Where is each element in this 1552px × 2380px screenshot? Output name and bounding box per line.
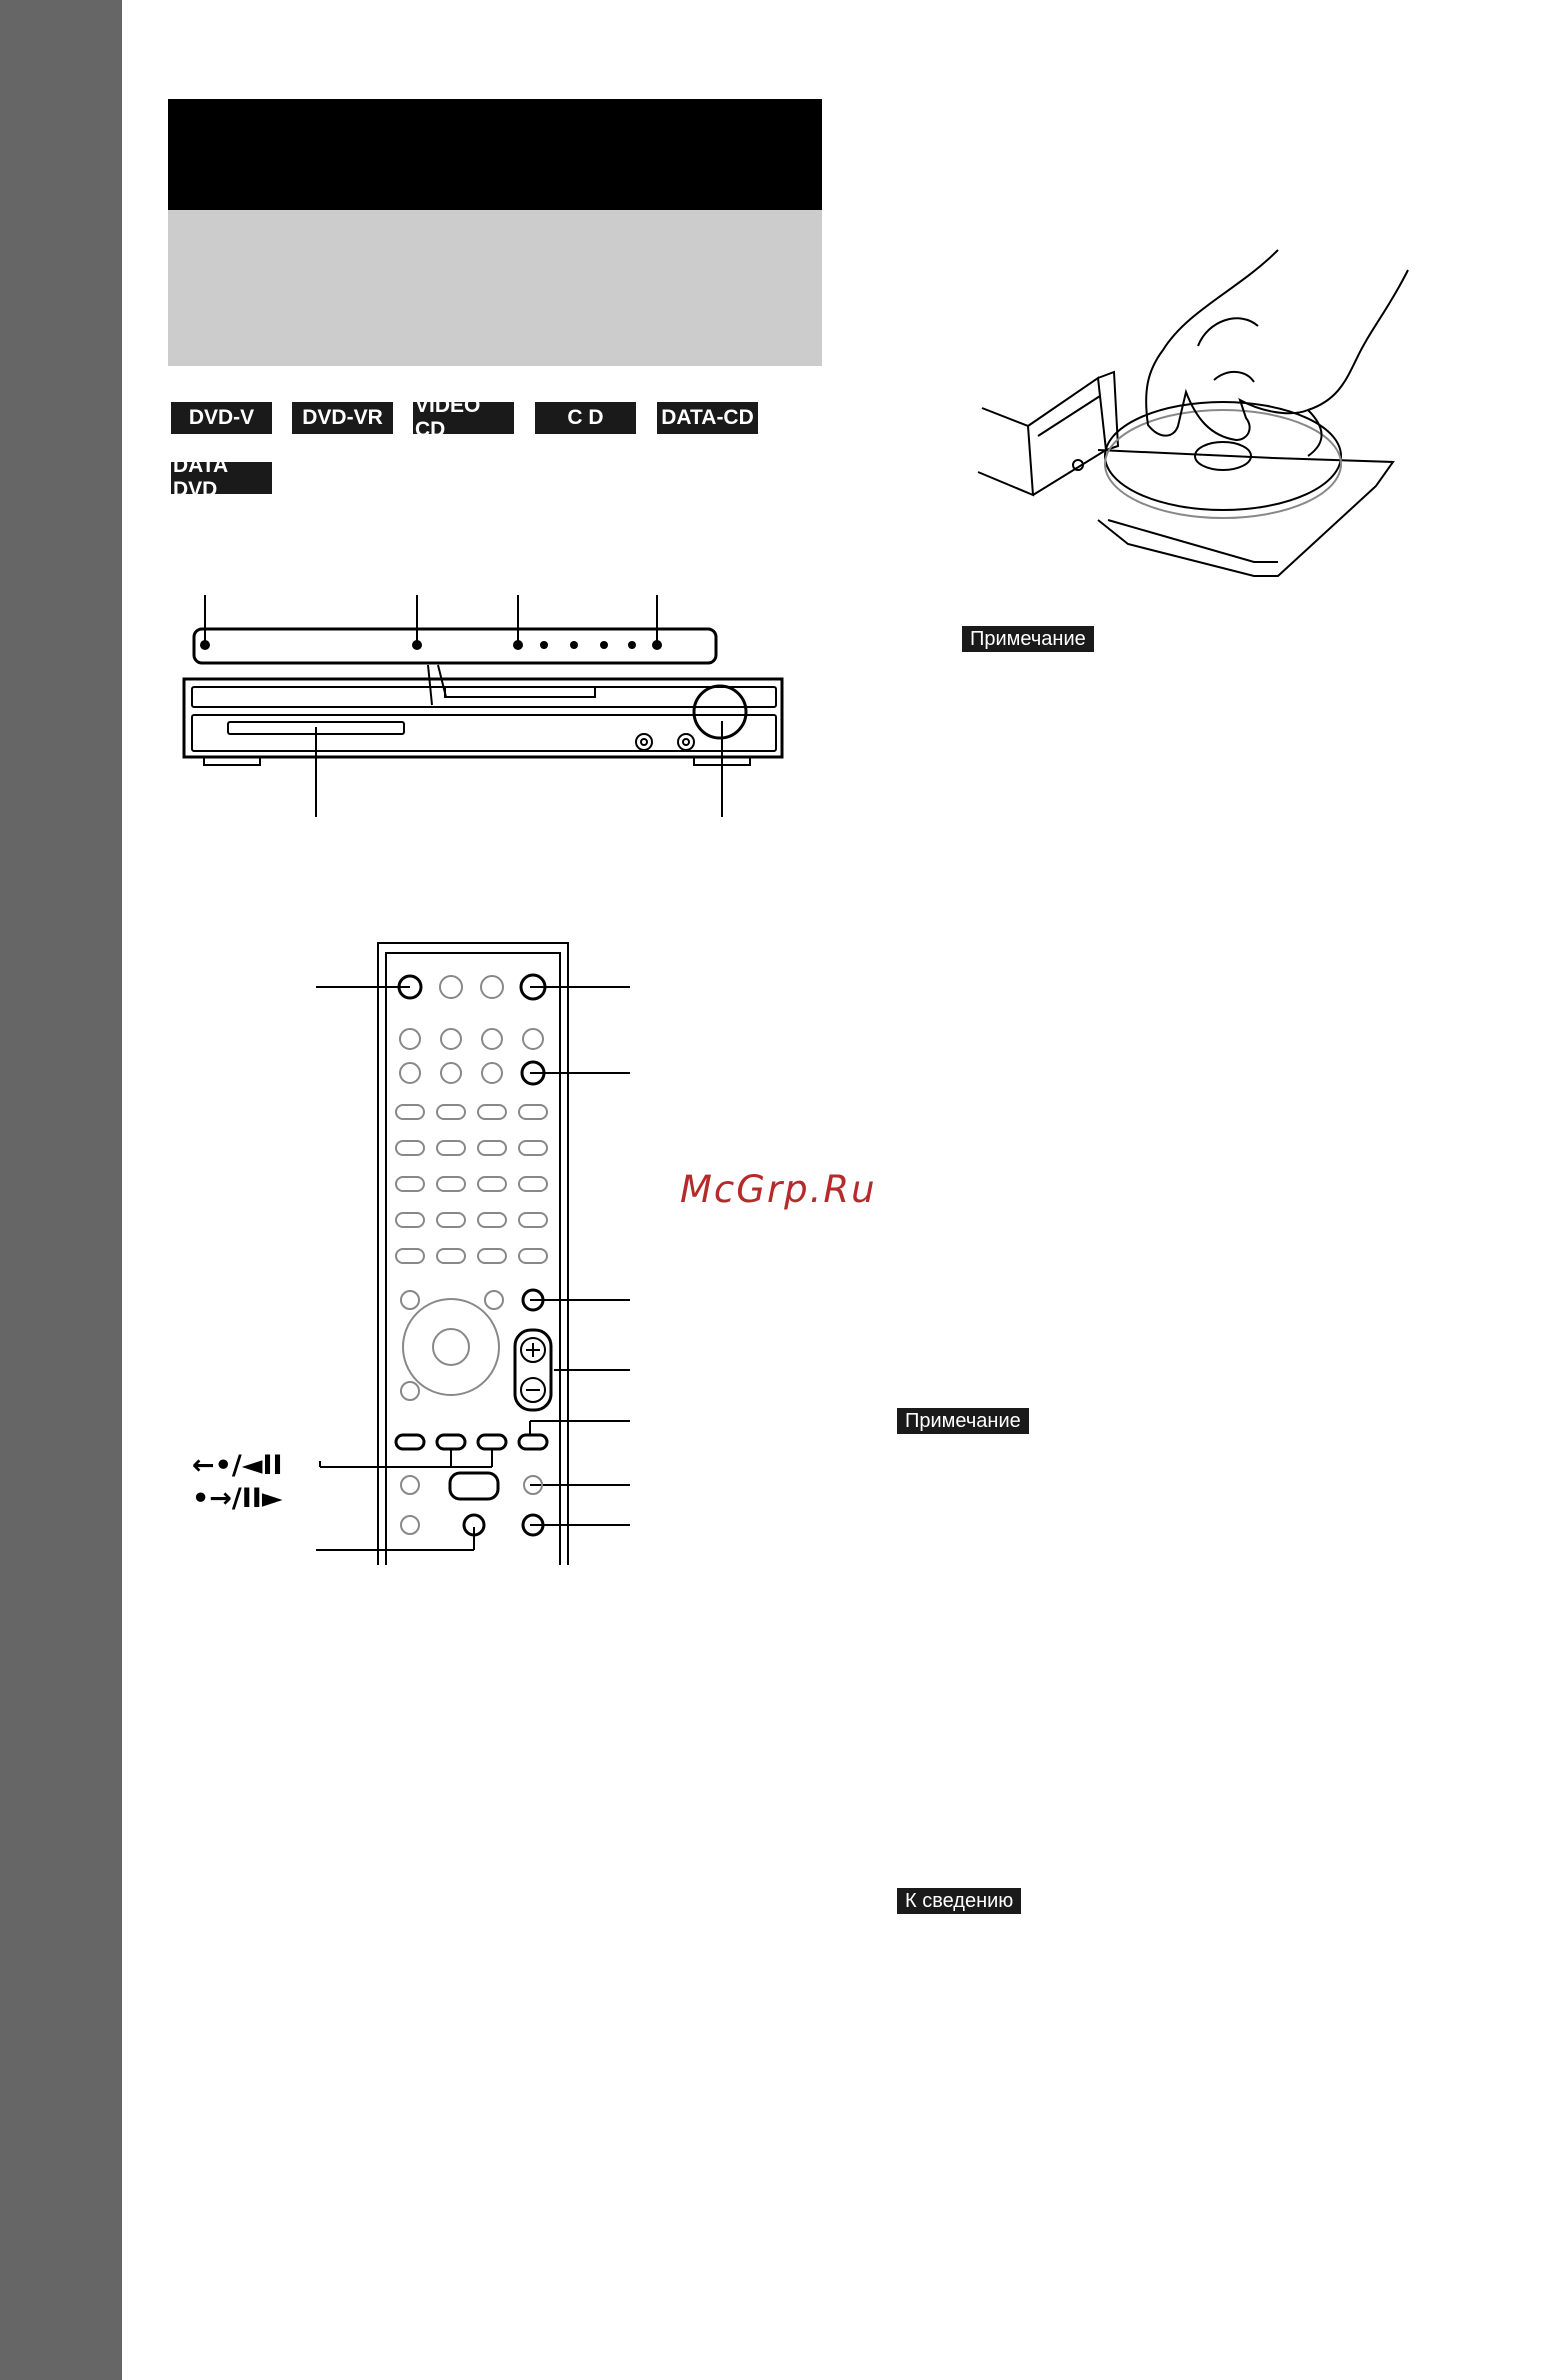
page-edge-tab: [0, 0, 122, 2380]
badge-data-dvd: DATA DVD: [171, 462, 272, 494]
disc-insertion-illustration: [978, 250, 1428, 590]
note-label-2: Примечание: [897, 1408, 1029, 1434]
badge-dvd-v: DVD-V: [171, 402, 272, 434]
section-subtitle-band: [168, 210, 822, 366]
note-label-1: Примечание: [962, 626, 1094, 652]
step-forward-label: •→/II►: [192, 1483, 283, 1514]
front-panel-diagram: [170, 585, 790, 825]
badge-dvd-vr: DVD-VR: [292, 402, 393, 434]
section-title-bar: [168, 99, 822, 210]
watermark: McGrp.Ru: [680, 1168, 877, 1211]
info-label: К сведению: [897, 1888, 1021, 1914]
remote-control-diagram: [310, 935, 640, 1565]
badge-cd: C D: [535, 402, 636, 434]
badge-data-cd: DATA-CD: [657, 402, 758, 434]
section-title-block: [168, 99, 822, 366]
step-back-label: ←•/◄II: [192, 1450, 283, 1481]
badge-video-cd: VIDEO CD: [413, 402, 514, 434]
